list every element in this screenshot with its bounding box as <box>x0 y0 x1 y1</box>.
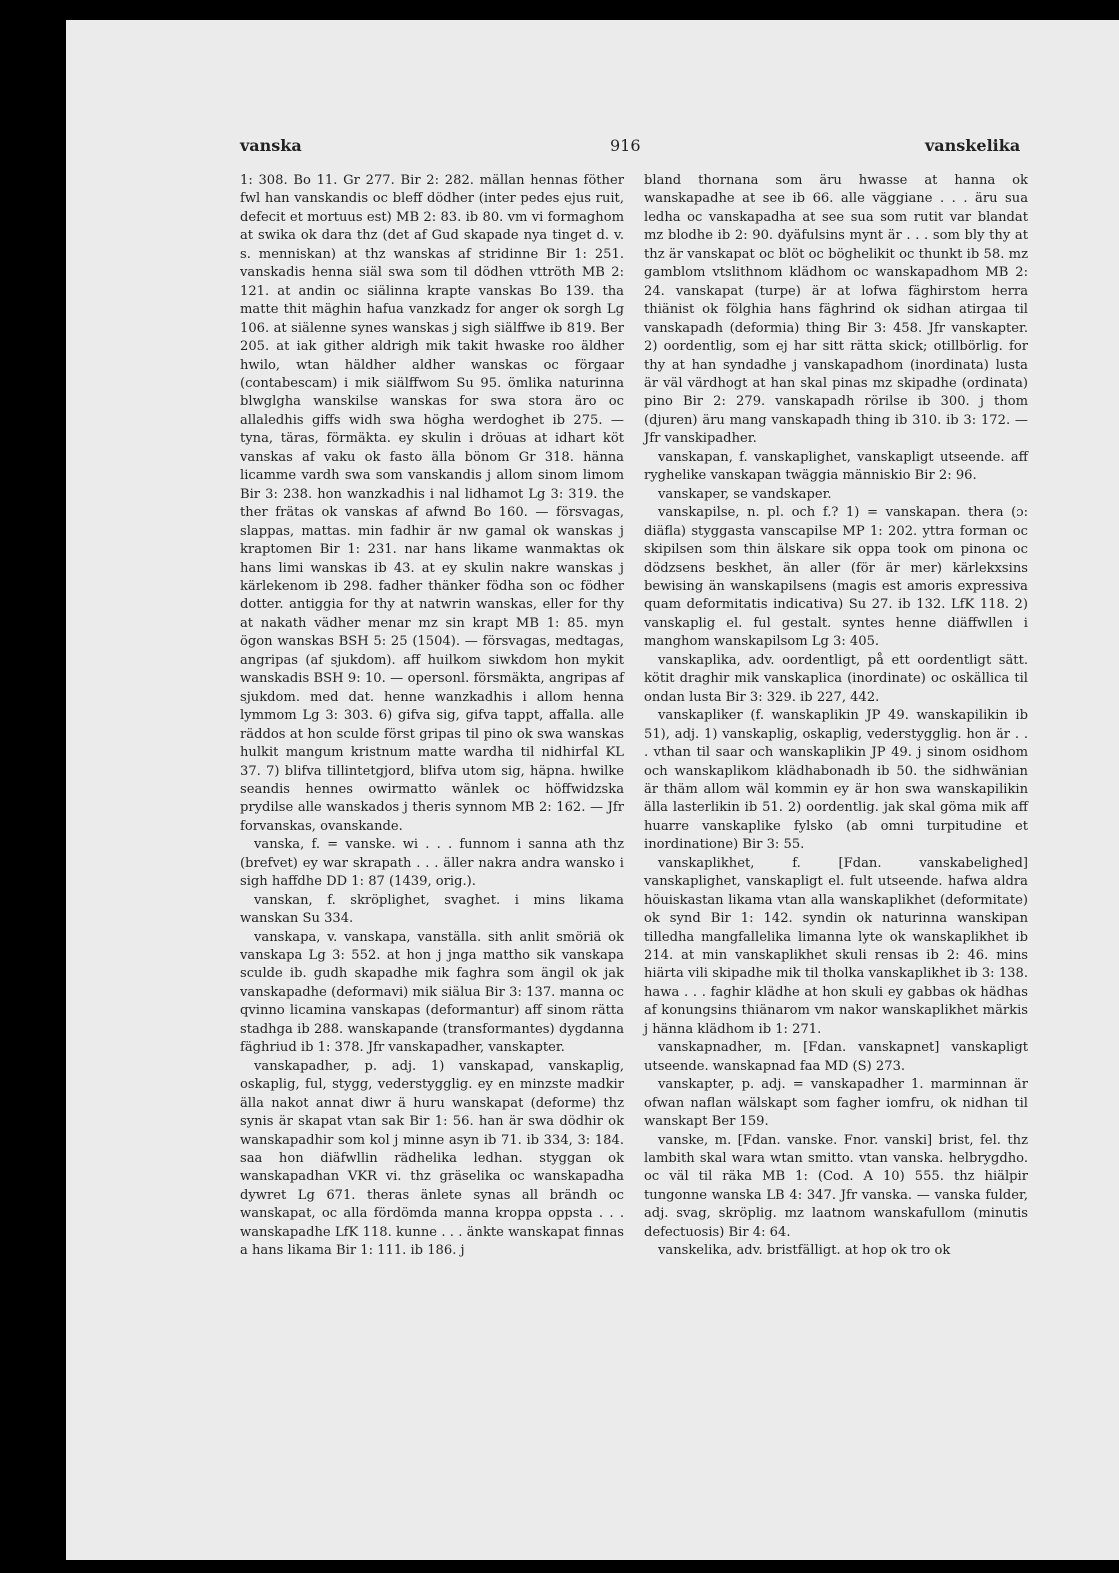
entry-vanskapliker: vanskapliker (f. wanskaplikin JP 49. wanskapilikin ib 51), adj. 1) vanskaplig, oskaplig, vederstygglig. hon är . . . vthan til saar och wanskaplikin JP 49. j sinom osidhom och wanskaplikom klädhabonadh ib 50. the sidhwänian är thäm allom wäl kommin ey är hon swa wanskapilikin älla lasterlikin ib 51. 2) oordentlig. jak skal göma mik aff huarre vanskaplike fylsko (ab omni turpitudine et inordinatione) Bir 3: 55. <box>644 708 1028 853</box>
running-head-left: vanska <box>240 136 302 155</box>
entry-vanska: vanska, f. = vanske. wi . . . funnom i sanna ath thz (brefvet) ey war skrapath . . . äller nakra andra wansko i sigh haffdhe DD 1: 87 (1439, orig.). <box>240 837 624 890</box>
entry-continuation: 1: 308. Bo 11. Gr 277. Bir 2: 282. mällan hennas föther fwl han vanskandis oc bleff dödher (inter pedes ejus ruit, defecit et mortuus est) MB 2: 83. ib 80. vm vi formaghom at swika ok dara thz (det af Gud skapade nya tinget d. v. s. menniskan) at thz wanskas af stridinne Bir 1: 251. vanskadis henna siäl swa som til dödhen vttröth MB 2: 121. at andin oc siälinna krapte vanskas Bo 139. tha matte thit mäghin hafua vanzkadz for anger ok sorgh Lg 106. at siälenne synes wanskas j sigh siälffwe ib 819. Ber 205. at iak gither aldrigh mik takit hwaske roo äldher hwilo, wtan häldher aldher wanskas oc förgaar (contabescam) i mik siälffwom Su 95. ömlika naturinna blwglgha wanskilse wanskas for swa stora äro oc allaledhis giffs widh swa högha werdoghet ib 275. — tyna, täras, förmäkta. ey skulin i dröuas at idhart köt vanskas af vaku ok fasto älla bönom Gr 318. hänna licamme vardh swa som vanskandis j allom sinom limom Bir 3: 238. hon wanzkadhis i nal lidhamot Lg 3: 319. the ther frätas ok vanskas af afwnd Bo 160. — försvagas, slappas, mattas. min fadhir är nw gamal ok wanskas j kraptomen Bir 1: 231. nar hans likame wanmaktas ok hans limi wanskas ib 43. at ey skulin nakre wanskas j kärlekenom ib 298. fadher thänker födha son oc födher dotter. antiggia for thy at natwrin wanskas, eller for thy at nakath vädher menar mz sin krapt MB 1: 85. myn ögon wanskas BSH 5: 25 (1504). — försvagas, medtagas, angripas (af sjukdom). aff huilkom siwkdom hon mykit wanskadis BSH 9: 10. — opersonl. försmäkta, angripas af sjukdom. med dat. henne wanzkadhis i allom henna lymmom Lg 3: 303. 6) gifva sig, gifva tappt, affalla. alle räddos at hon sculde först gripas til pino ok swa wanskas hulkit mangum kristnum matte wardha til nidhirfal KL 37. 7) blifva tillintetgjord, blifva utom sig, häpna. hwilke seandis hennes owirmatto wänlek oc höffwidzska prydilse alle wanskados j theris synnom MB 2: 162. — Jfr forvanskas, ovanskande. <box>240 173 624 834</box>
entry-vanskan: vanskan, f. skröplighet, svaghet. i mins likama wanskan Su 334. <box>240 892 624 927</box>
entry-vanske: vanske, m. [Fdan. vanske. Fnor. vanski] brist, fel. thz lambith skal wara wtan smitto. vtan vanska. helbrygdho. oc väl til räka MB 1: (Cod. A 10) 555. thz hiälpir tungonne wanska LB 4: 347. Jfr vanska. — vanska fulder, adj. svag, skröplig. mz laatnom wanskafullom (minutis defectuosis) Bir 4: 64. <box>644 1132 1028 1240</box>
entry-vanskapan: vanskapan, f. vanskaplighet, vanskapligt utseende. aff ryghelike vanskapan twäggia människio Bir 2: 96. <box>644 449 1028 484</box>
entry-vanskapadher: vanskapadher, p. adj. 1) vanskapad, vanskaplig, oskaplig, ful, stygg, vederstygglig. ey en minzste madkir älla nakot annat diwr ä huru wanskapat (deforme) thz synis är skapat vtan sak Bir 1: 56. han är swa dödhir ok wanskapadhir som kol j minne asyn ib 71. ib 334, 3: 184. saa hon diäfwllin rädhelika ledhan. styggan ok wanskapadhan VKR vi. thz gräselika oc wanskapadha dywret Lg 671. theras änlete synas all brändh oc wanskapat, oc alla fördömda manna kroppa oppsta . . . wanskapadhe LfK 118. kunne . . . änkte wanskapat finnas a hans likama Bir 1: 111. ib 186. j <box>240 1058 624 1259</box>
entry-vanskaplika: vanskaplika, adv. oordentligt, på ett oordentligt sätt. kötit draghir mik vanskaplica (inordinate) oc oskällica til ondan lusta Bir 3: 329. ib 227, 442. <box>644 652 1028 705</box>
entry-vanskapa: vanskapa, v. vanskapa, vanställa. sith anlit smöriä ok vanskapa Lg 3: 552. at hon j jnga mattho sik vanskapa sculde ib. gudh skapadhe mik faghra som ängil ok jak vanskapadhe (deformavi) mik siälua Bir 3: 137. manna oc qvinno licamina vanskapas (deformantur) aff sinom rätta stadhga ib 288. wanskapande (transformantes) dygdanna fäghriud ib 1: 378. Jfr vanskapadher, vanskapter. <box>240 929 624 1056</box>
running-head-right: vanskelika <box>925 136 1021 155</box>
left-column <box>240 172 624 1261</box>
entry-vanskapter: vanskapter, p. adj. = vanskapadher 1. marminnan är ofwan naflan wälskapt som fagher iomfru, ok nidhan til wanskapt Ber 159. <box>644 1077 1028 1130</box>
page-number: 916 <box>610 136 641 155</box>
entry-vanskaplikhet: vanskaplikhet, f. [Fdan. vanskabelighed] vanskaplighet, vanskapligt el. fult utseende. hafwa aldra höuiskastan likama vtan alla wanskaplikhet (deformitate) ok synd Bir 1: 142. syndin ok naturinna wanskipan tilledha mangfallelika limanna lyte ok wanskaplikhet ib 214. at min vanskaplikhet skuli rensas ib 2: 46. mins hiärta vili skipadhe mik til tholka vanskaplikhet ib 3: 138. hawa . . . faghir klädhe at hon skuli ey gabbas ok hädhas af konungsins thiänarom vm nakor wanskaplikhet märkis j hänna klädhom ib 1: 271. <box>644 855 1028 1037</box>
entry-continuation: bland thornana som äru hwasse at hanna ok wanskapadhe at see ib 66. alle väggiane . . . äru sua ledha oc vanskapadha at see sua som rutit var blandat mz blodhe ib 2: 90. dyäfulsins mynt är . . . som bly thy at thz är vanskapat oc blöt oc böghelikit oc thunkt ib 58. mz gamblom vtslithnom klädhom oc wanskapadhom MB 2: 24. vanskapat (turpe) är at lofwa fäghirstom herra thiänist ok fölghia hans fäghrind ok sidhan atirgaa til vanskapadh (deformia) thing Bir 3: 458. Jfr vanskapter. 2) oordentlig, som ej har sitt rätta skick; otillbörlig. for thy at han syndadhe j vanskapadhom (inordinata) lusta är väl värdhogt at han skal pinas mz skipadhe (ordinata) pino Bir 2: 279. vanskapadh rörilse ib 300. j thom (djuren) äru mang vanskapadh thing ib 310. ib 3: 172. — Jfr vanskipadher. <box>644 173 1028 447</box>
entry-vanskapilse: vanskapilse, n. pl. och f.? 1) = vanskapan. thera (ɔ: diäfla) styggasta vanscapilse MP 1: 202. yttra forman oc skipilsen som thin älskare sik oppa took om pinona oc dödzsens beskhet, än aller (för är mer) kärlekxsins bewising än wanskapilsens (magis est amoris expressiva quam deformitatis indicativa) Su 27. ib 132. LfK 118. 2) vanskaplig el. ful gestalt. syntes henne diäffwllen i manghom wanskapilsom Lg 3: 405. <box>644 505 1028 650</box>
entry-vanskelika: vanskelika, adv. bristfälligt. at hop ok tro ok <box>658 1243 951 1259</box>
right-column <box>644 172 1028 1261</box>
entry-vanskaper: vanskaper, se vandskaper. <box>658 486 832 502</box>
entry-vanskapnadher: vanskapnadher, m. [Fdan. vanskapnet] vanskapligt utseende. wanskapnad faa MD (S) 273. <box>644 1040 1028 1074</box>
